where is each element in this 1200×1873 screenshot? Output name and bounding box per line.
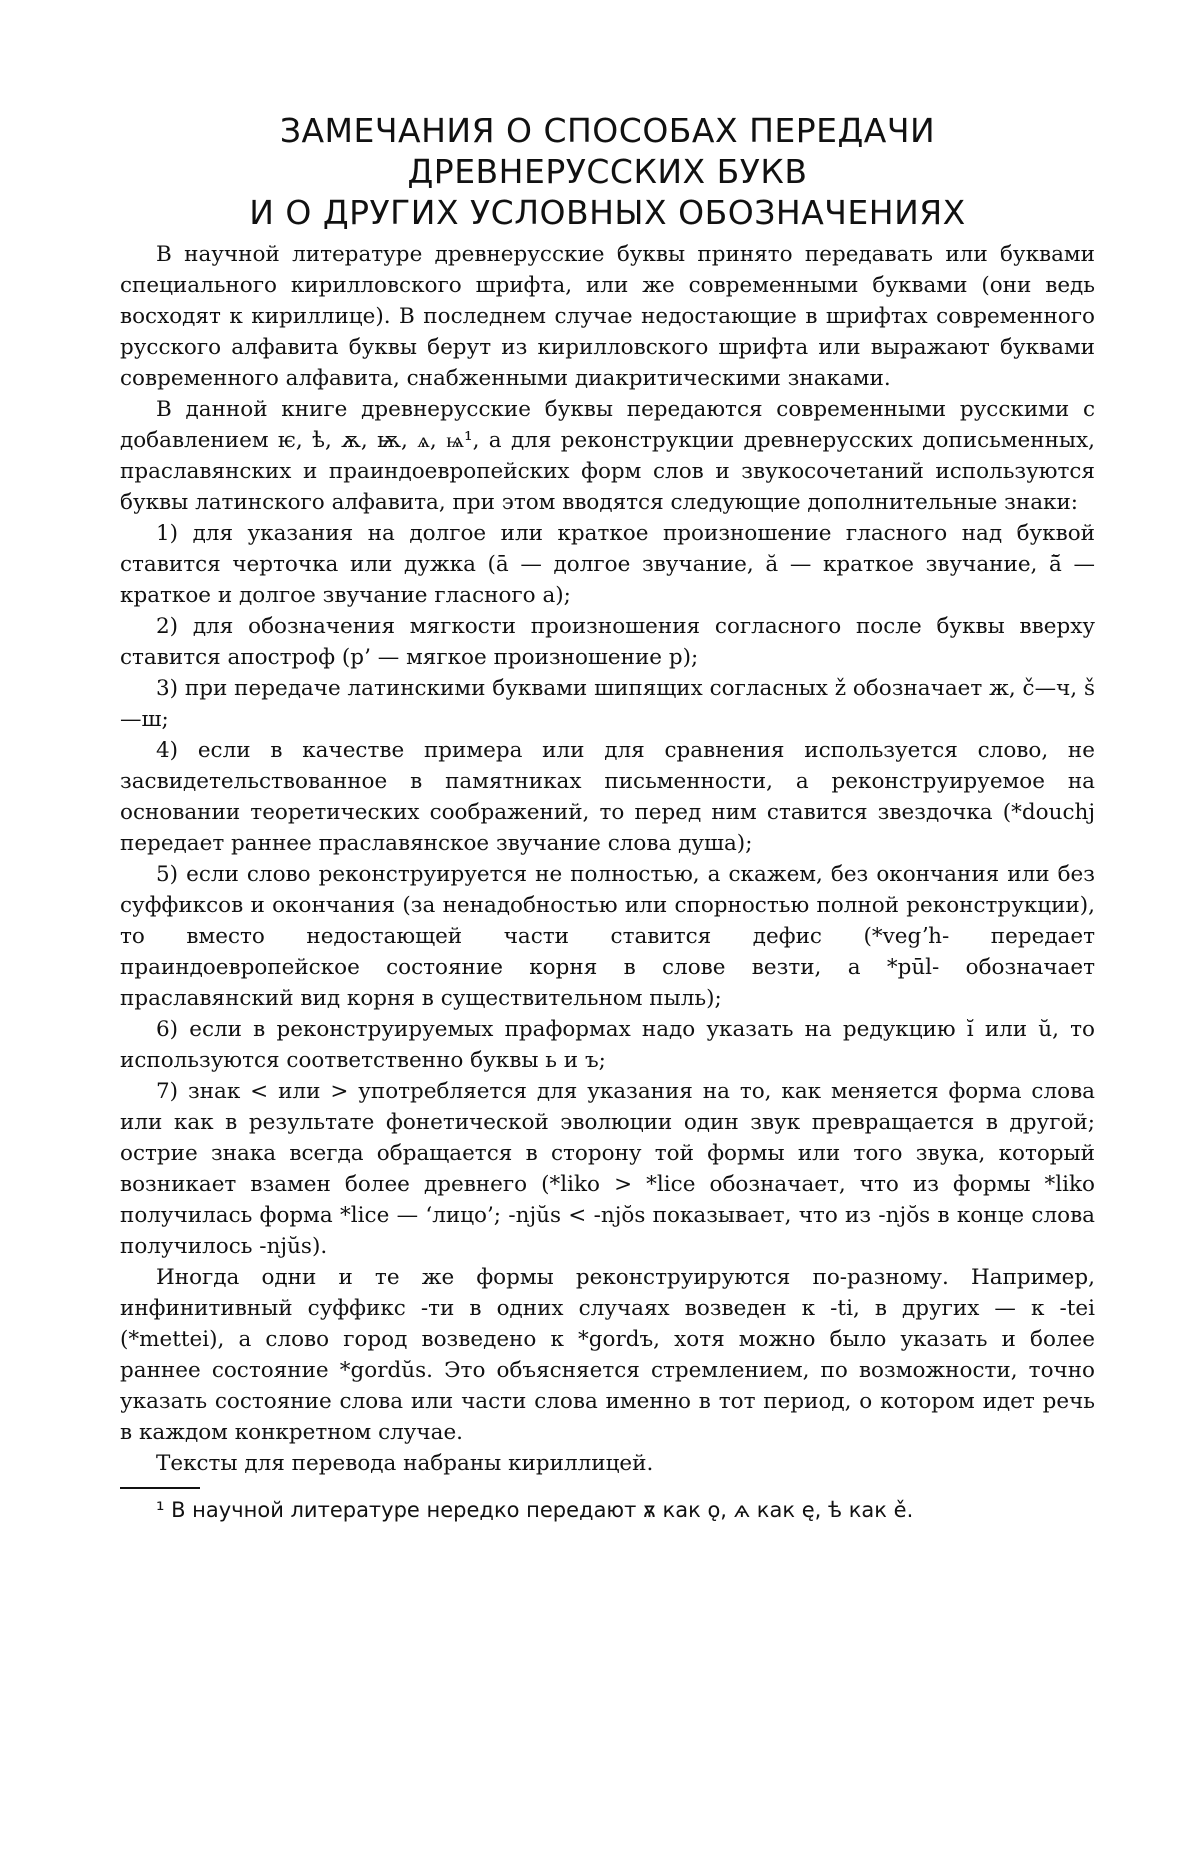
paragraph-reconstruction: Иногда одни и те же формы реконструируются по-разному. Например, инфинитивный суффикс -ти в одних случаях возведен к -ti, в других — к -tei (*mettei), а слово город возведено к *gordъ, хотя можно было указать и более раннее состояние *gordŭs. Это объясняется стремлением, по возможности, точно указать состояние слова или части слова именно в тот период, о котором идет речь в каждом конкретном случае. bbox=[120, 1265, 1095, 1445]
footnote: ¹ В научной литературе нередко передают ѫ как ǫ, ѧ как ę, ѣ как ě. bbox=[156, 1498, 914, 1522]
list-item-4: 4) если в качестве примера или для сравнения используется слово, не засвидетельствованное в памятниках письменности, а реконструируемое на основании теоретических соображений, то перед ним ставится звездочка (*douchj передает раннее праславянское звучание слова душа); bbox=[120, 738, 1095, 856]
list-item-1: 1) для указания на долгое или краткое произношение гласного над буквой ставится черточка или дужка (ā — долгое звучание, ă — краткое звучание, ā̆ — краткое и долгое звучание гласного а); bbox=[120, 521, 1095, 608]
footnote-divider bbox=[120, 1487, 200, 1489]
list-item-6: 6) если в реконструируемых праформах надо указать на редукцию ĭ или ŭ, то используются соответственно буквы ь и ъ; bbox=[120, 1017, 1095, 1073]
page-title bbox=[120, 110, 1095, 233]
title-line-1: ЗАМЕЧАНИЯ О СПОСОБАХ ПЕРЕДАЧИ bbox=[279, 111, 936, 150]
paragraph-intro: В научной литературе древнерусские буквы принято передавать или буквами специального кирилловского шрифта, или же современными буквами (они ведь восходят к кириллице). В последнем случае недостающие в шрифтах современного русского алфавита буквы берут из кирилловского шрифта или выражают буквами современного алфавита, снабженными диакритическими знаками. bbox=[120, 242, 1095, 391]
list-item-2: 2) для обозначения мягкости произношения согласного после буквы вверху ставится апостроф (р’ — мягкое произношение р); bbox=[120, 614, 1095, 670]
paragraph-texts: Тексты для перевода набраны кириллицей. bbox=[156, 1451, 654, 1476]
list-item-5: 5) если слово реконструируется не полностью, а скажем, без окончания или без суффиксов и окончания (за ненадобностью или спорностью полной реконструкции), то вместо недостающей части ставится дефис (*vegʼh- передает праиндоевропейское состояние корня в слове везти, а *pūl- обозначает праславянский вид корня в существительном пыль); bbox=[120, 862, 1095, 1011]
list-item-7: 7) знак < или > употребляется для указания на то, как меняется форма слова или как в результате фонетической эволюции один звук превращается в другой; острие знака всегда обращается в сторону той формы или того звука, который возникает взамен более древнего (*liko > *lice обозначает, что из формы *liko получилась форма *lice — ‘лицо’; -njŭs < -njŏs показывает, что из -njŏs в конце слова получилось -njŭs). bbox=[120, 1079, 1095, 1259]
list-item-3: 3) при передаче латинскими буквами шипящих согласных ž обозначает ж, č—ч, š—ш; bbox=[120, 676, 1096, 732]
paragraph-conventions: В данной книге древнерусские буквы передаются современными русскими с добавлением ѥ, ѣ, ѫ, ѭ, ѧ, ѩ¹, а для реконструкции древнерусских дописьменных, праславянских и праиндоевропейских форм слов и звукосочетаний используются буквы латинского алфавита, при этом вводятся следующие дополнительные знаки: bbox=[120, 397, 1095, 515]
title-line-3: И О ДРУГИХ УСЛОВНЫХ ОБОЗНАЧЕНИЯХ bbox=[249, 193, 966, 232]
body-text bbox=[120, 239, 1095, 1479]
title-line-2: ДРЕВНЕРУССКИХ БУКВ bbox=[407, 152, 808, 191]
page bbox=[120, 110, 1095, 1525]
